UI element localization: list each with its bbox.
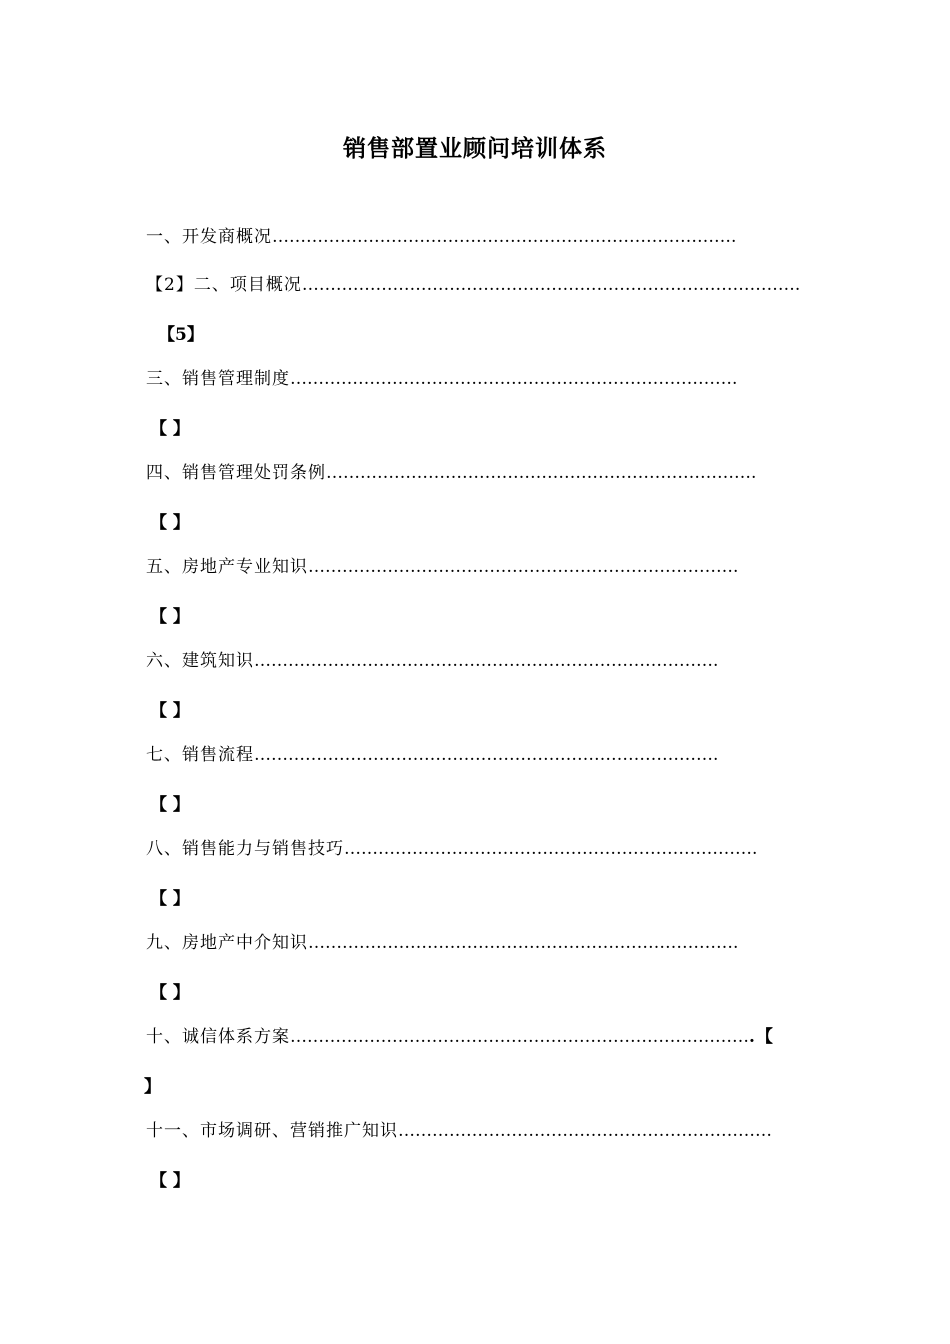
toc-entry-end: .: [713, 651, 720, 671]
toc-entry-text: 八、销售能力与销售技巧: [146, 839, 344, 859]
toc-leader-dots: ………………………………………………………………………: [290, 1027, 749, 1047]
toc-entry: [146, 272, 801, 298]
toc-entry-text: 九、房地产中介知识: [146, 933, 308, 953]
toc-leader-dots: …………………………………………………………: [398, 1121, 772, 1141]
toc-leader-dots: ………………………………………………………………………: [254, 745, 713, 765]
page-number-bracket: 【 】: [150, 983, 190, 1003]
page-number-bracket: 【 】: [150, 513, 190, 533]
toc-entry-end: .: [751, 463, 758, 483]
toc-leader-dots: ……………………………………………………………………: [290, 369, 732, 389]
toc-leader-dots: ………………………………………………………………………: [254, 651, 713, 671]
toc-leader-dots: …………………………………………………………………: [326, 463, 751, 483]
toc-entry-end: .: [733, 933, 740, 953]
toc-entry-end: .: [713, 745, 720, 765]
page-number-bracket: 【 】: [150, 419, 190, 439]
toc-entry-end: .: [752, 839, 759, 859]
toc-entry: [146, 648, 719, 674]
toc-entry: [146, 554, 739, 580]
toc-entry-end: .: [732, 369, 739, 389]
toc-entry: [146, 460, 757, 486]
toc-entry: [146, 836, 758, 862]
page-number-bracket: 【 】: [150, 795, 190, 815]
page-number-bracket: 【 】: [150, 607, 190, 627]
toc-leader-dots: ………………………………………………………………: [344, 839, 752, 859]
toc-entry: [146, 742, 719, 768]
toc-entry-text: 一、开发商概况: [146, 227, 272, 247]
toc-leader-dots: ………………………………………………………………………: [272, 227, 731, 247]
toc-entry-text: 四、销售管理处罚条例: [146, 463, 326, 483]
toc-leader-dots: …………………………………………………………………: [308, 557, 733, 577]
toc-entry-end: .【: [749, 1027, 774, 1047]
toc-entry-text: 三、销售管理制度: [146, 369, 290, 389]
toc-entry-end: .: [733, 557, 740, 577]
toc-entry: [146, 1118, 772, 1144]
toc-entry: [146, 930, 739, 956]
page-number-bracket: 【 】: [150, 1171, 190, 1191]
toc-leader-dots: …………………………………………………………………: [308, 933, 733, 953]
toc-entry-text: 六、建筑知识: [146, 651, 254, 671]
toc-entry-end: .: [794, 275, 802, 295]
toc-entry-text: 七、销售流程: [146, 745, 254, 765]
page-number-bracket: 【5】: [158, 325, 204, 345]
toc-entry-text: 十、诚信体系方案: [146, 1027, 290, 1047]
toc-entry: [146, 1024, 774, 1050]
page-number-bracket: 【 】: [150, 701, 190, 721]
toc-entry: [146, 224, 737, 250]
toc-entry-text: 【2】二、项目概况: [146, 275, 302, 295]
document-title: 销售部置业顾问培训体系: [343, 135, 607, 162]
page-number-bracket: 【 】: [150, 889, 190, 909]
toc-entry: [146, 366, 738, 392]
page-number-bracket: 】: [144, 1077, 161, 1097]
toc-entry-text: 十一、市场调研、营销推广知识: [146, 1121, 398, 1141]
toc-leader-dots: ……………………………………………………………………………: [301, 275, 795, 295]
toc-entry-end: .: [731, 227, 738, 247]
toc-entry-text: 五、房地产专业知识: [146, 557, 308, 577]
